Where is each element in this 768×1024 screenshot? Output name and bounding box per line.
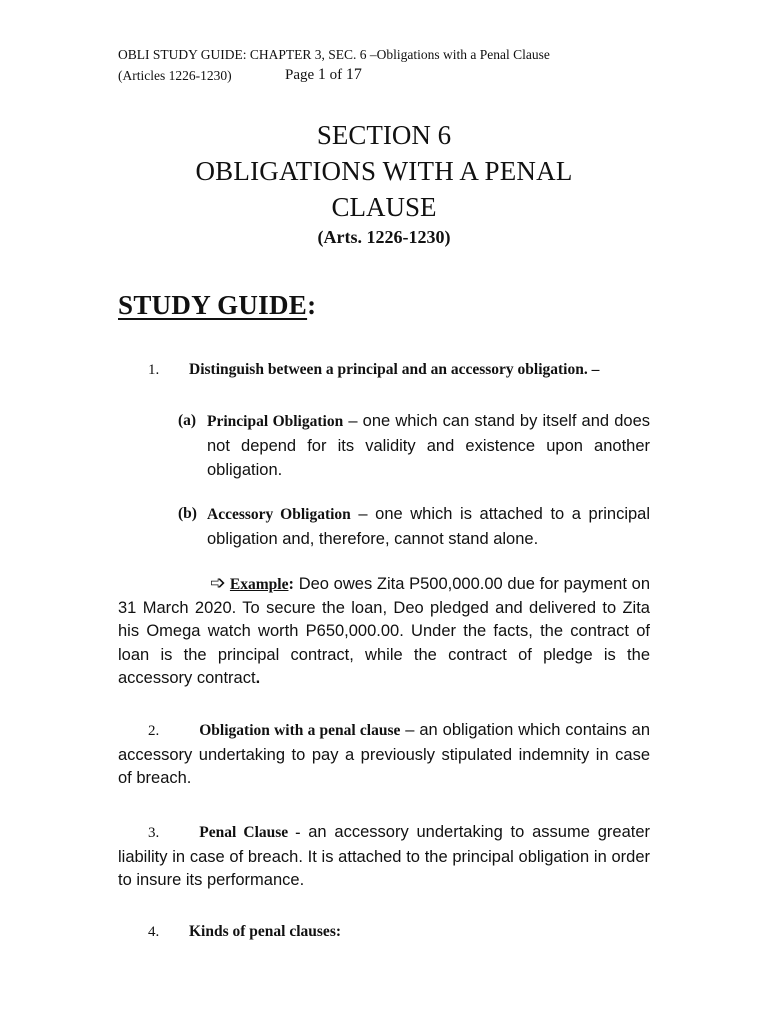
item-heading: Kinds of penal clauses: xyxy=(189,923,342,940)
section-title-line2: CLAUSE xyxy=(331,192,437,222)
section-number: SECTION 6 xyxy=(316,120,452,150)
study-guide-label: STUDY GUIDE xyxy=(118,290,308,320)
item-text: – an obligation which contains an accessory undertaking to pay a previously stipulated indemnity in case of breach. xyxy=(118,721,651,787)
item-term: Obligation with a penal clause xyxy=(199,722,401,739)
item-number: 4. xyxy=(148,924,160,940)
section-title-line1: OBLIGATIONS WITH A PENAL xyxy=(195,156,573,186)
sub-item-a xyxy=(178,409,650,483)
sub-item-marker: (b) xyxy=(178,505,197,522)
item-number: 1. xyxy=(148,362,160,378)
list-item-2 xyxy=(118,719,650,791)
running-header-title: OBLI STUDY GUIDE: CHAPTER 3, SEC. 6 –Obligations with a Penal Clause xyxy=(118,47,550,62)
item-number: 3. xyxy=(148,825,160,841)
page-prefix: Page xyxy=(285,67,318,83)
example-colon: : xyxy=(288,574,294,593)
section-articles: (Arts. 1226-1230) xyxy=(317,227,451,247)
sub-item-text: – one which can stand by itself and does not depend for its validity and existence upon another obligation. xyxy=(207,412,651,479)
page-total: 17 xyxy=(345,66,362,83)
sub-item-term: Accessory Obligation xyxy=(207,506,351,523)
header-articles-text: (Articles 1226-1230) xyxy=(118,68,232,83)
page-number: 1 xyxy=(317,66,326,83)
list-item-3 xyxy=(118,821,650,893)
example-text: Deo owes Zita P500,000.00 due for payment on 31 March 2020. To secure the loan, Deo pledged and delivered to Zita his Omega watch worth P650,000.00. Under the facts, the contract of loan is the principal contract, while the contract of pledge is the accessory contract xyxy=(118,575,650,687)
item-heading: Distinguish between a principal and an accessory obligation. – xyxy=(189,361,600,378)
page-indicator xyxy=(285,66,362,84)
item-text: an accessory undertaking to assume greater liability in case of breach. It is attached to the principal obligation in order to insure its performance. xyxy=(118,823,650,889)
sub-item-term: Principal Obligation xyxy=(207,413,344,430)
sub-item-marker: (a) xyxy=(178,412,197,429)
sub-item-b xyxy=(178,502,650,551)
page-of: of xyxy=(325,67,346,83)
study-guide-heading xyxy=(118,290,316,321)
running-header-articles xyxy=(118,66,362,84)
list-item-1 xyxy=(148,361,708,379)
study-guide-colon: : xyxy=(307,290,317,320)
example-paragraph xyxy=(118,572,650,691)
example-label: Example xyxy=(229,576,289,593)
item-term: Penal Clause - xyxy=(199,824,301,841)
sub-item-text: – one which is attached to a principal obligation and, therefore, cannot stand alone. xyxy=(207,505,651,548)
list-item-4 xyxy=(148,923,342,941)
pointing-arrow-icon: ➩ xyxy=(210,573,226,594)
item-number: 2. xyxy=(148,723,160,739)
example-period: . xyxy=(255,669,261,687)
